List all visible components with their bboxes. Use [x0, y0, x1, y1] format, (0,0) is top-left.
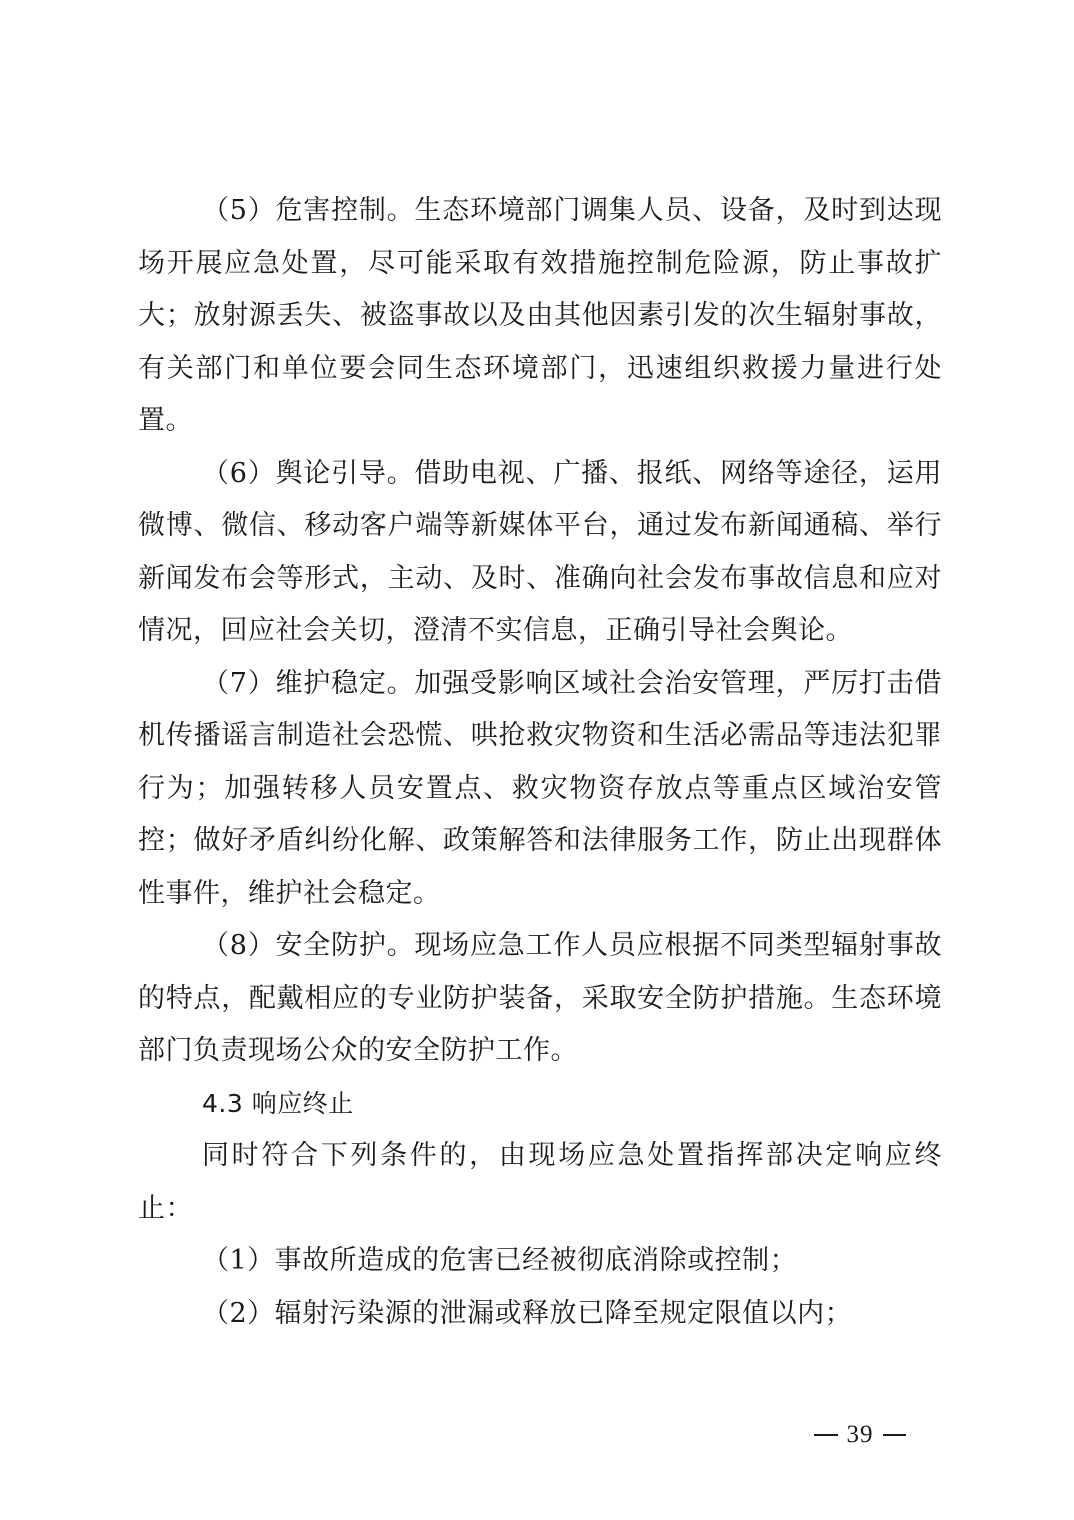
condition-item: （2）辐射污染源的泄漏或释放已降至规定限值以内；	[202, 1297, 853, 1329]
page-number: 39	[846, 1421, 874, 1448]
paragraph-maintain-stability: （7）维护稳定。加强受影响区域社会治安管理，严厉打击借机传播谣言制造社会恐慌、哄抢救灾物资和生活必需品等违法犯罪行为；加强转移人员安置点、救灾物资存放点等重点区域治安管控；做好矛盾纠纷化解、政策解答和法律服务工作，防止出现群体性事件，维护社会稳定。	[138, 667, 942, 909]
paragraph-hazard-control: （5）危害控制。生态环境部门调集人员、设备，及时到达现场开展应急处置，尽可能采取有效措施控制危险源，防止事故扩大；放射源丢失、被盗事故以及由其他因素引发的次生辐射事故，有关部门和单位要会同生态环境部门，迅速组织救援力量进行处置。	[138, 195, 942, 436]
dash-right	[883, 1434, 907, 1436]
section-heading: 4.3 响应终止	[202, 1088, 354, 1118]
page-number-footer	[805, 1415, 915, 1455]
paragraph-safety-protection: （8）安全防护。现场应急工作人员应根据不同类型辐射事故的特点，配戴相应的专业防护装备，采取安全防护措施。生态环境部门负责现场公众的安全防护工作。	[138, 930, 942, 1066]
dash-left	[814, 1434, 838, 1436]
condition-item: （1）事故所造成的危害已经被彻底消除或控制；	[202, 1245, 798, 1276]
termination-intro: 同时符合下列条件的，由现场应急处置指挥部决定响应终止：	[138, 1140, 942, 1224]
body-text	[138, 185, 942, 1340]
paragraph-public-opinion: （6）舆论引导。借助电视、广播、报纸、网络等途径，运用微博、微信、移动客户端等新媒体平台，通过发布新闻通稿、举行新闻发布会等形式，主动、及时、准确向社会发布事故信息和应对情况，回应社会关切，澄清不实信息，正确引导社会舆论。	[138, 457, 942, 646]
